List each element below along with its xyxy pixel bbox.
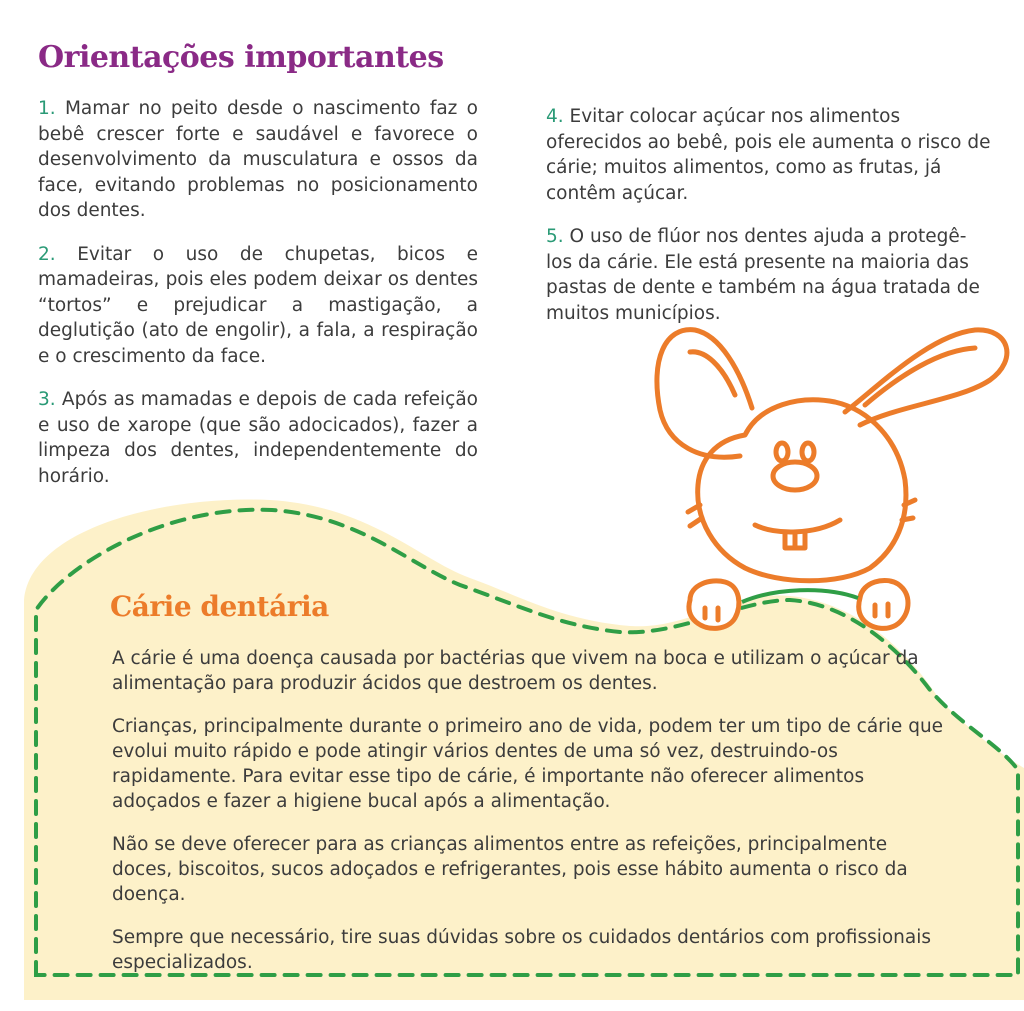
caries-text xyxy=(112,646,952,993)
caries-paragraph: Não se deve oferecer para as crianças alimentos entre as refeições, principalmente doces, biscoitos, sucos adoçados e refrigerantes, pois esse hábito aumenta o risco da doença. xyxy=(112,834,908,905)
caries-title: Cárie dentária xyxy=(110,590,329,623)
bunny-mouth xyxy=(755,520,840,532)
bunny-right-ear xyxy=(845,330,1007,425)
guideline-text: Evitar o uso de chupetas, bicos e mamadeiras, pois eles podem deixar os dentes “tortos” e prejudicar a mastigação, a deglutição (ato de engolir), a fala, a respiração e o crescimento da face. xyxy=(38,243,478,367)
guideline-number: 2. xyxy=(38,243,56,265)
guideline-text: Evitar colocar açúcar nos alimentos oferecidos ao bebê, pois ele aumenta o risco de cárie; muitos alimentos, como as frutas, já contêm açúcar. xyxy=(546,106,991,204)
caries-paragraph: Sempre que necessário, tire suas dúvidas sobre os cuidados dentários com profissionais especializados. xyxy=(112,927,932,973)
bunny-nose xyxy=(773,462,817,490)
bunny-left-paw xyxy=(689,581,739,629)
bunny-body-edge xyxy=(742,590,858,602)
guideline-item xyxy=(546,224,991,326)
guideline-number: 4. xyxy=(546,106,564,127)
caries-paragraph: A cárie é uma doença causada por bactérias que vivem na boca e utilizam o açúcar da alimentação para produzir ácidos que destroem os dentes. xyxy=(112,648,919,694)
guideline-text: Mamar no peito desde o nascimento faz o bebê crescer forte e saudável e favorece o desenvolvimento da musculatura e ossos da face, evitando problemas no posicionamento dos dentes. xyxy=(38,98,478,221)
page-title: Orientações importantes xyxy=(38,40,444,75)
bunny-left-eye xyxy=(776,443,788,461)
bunny-right-paw xyxy=(859,580,908,628)
bunny-right-eye xyxy=(802,443,814,461)
guideline-number: 3. xyxy=(38,389,56,410)
guideline-text: Após as mamadas e depois de cada refeição e uso de xarope (que são adocicados), fazer a limpeza dos dentes, independentemente do horário. xyxy=(38,389,478,487)
guidelines-left-column xyxy=(38,96,478,507)
guideline-item xyxy=(38,387,478,489)
guideline-item xyxy=(546,104,991,206)
caries-paragraph: Crianças, principalmente durante o primeiro ano de vida, podem ter um tipo de cárie que evolui muito rápido e pode atingir vários dentes de uma só vez, destruindo-os rapidamente. Para evitar esse tipo de cárie, é importante não oferecer alimentos adoçados e fazer a higiene bucal após a alimentação. xyxy=(112,716,944,812)
guidelines-right-column xyxy=(546,104,991,344)
guideline-text: O uso de flúor nos dentes ajuda a protegê-los da cárie. Ele está presente na maioria das pastas de dente e também na água tratada de muitos municípios. xyxy=(546,226,980,324)
guideline-item xyxy=(38,242,478,370)
guideline-number: 5. xyxy=(546,226,564,247)
guideline-item xyxy=(38,96,478,224)
guideline-number: 1. xyxy=(38,98,56,119)
